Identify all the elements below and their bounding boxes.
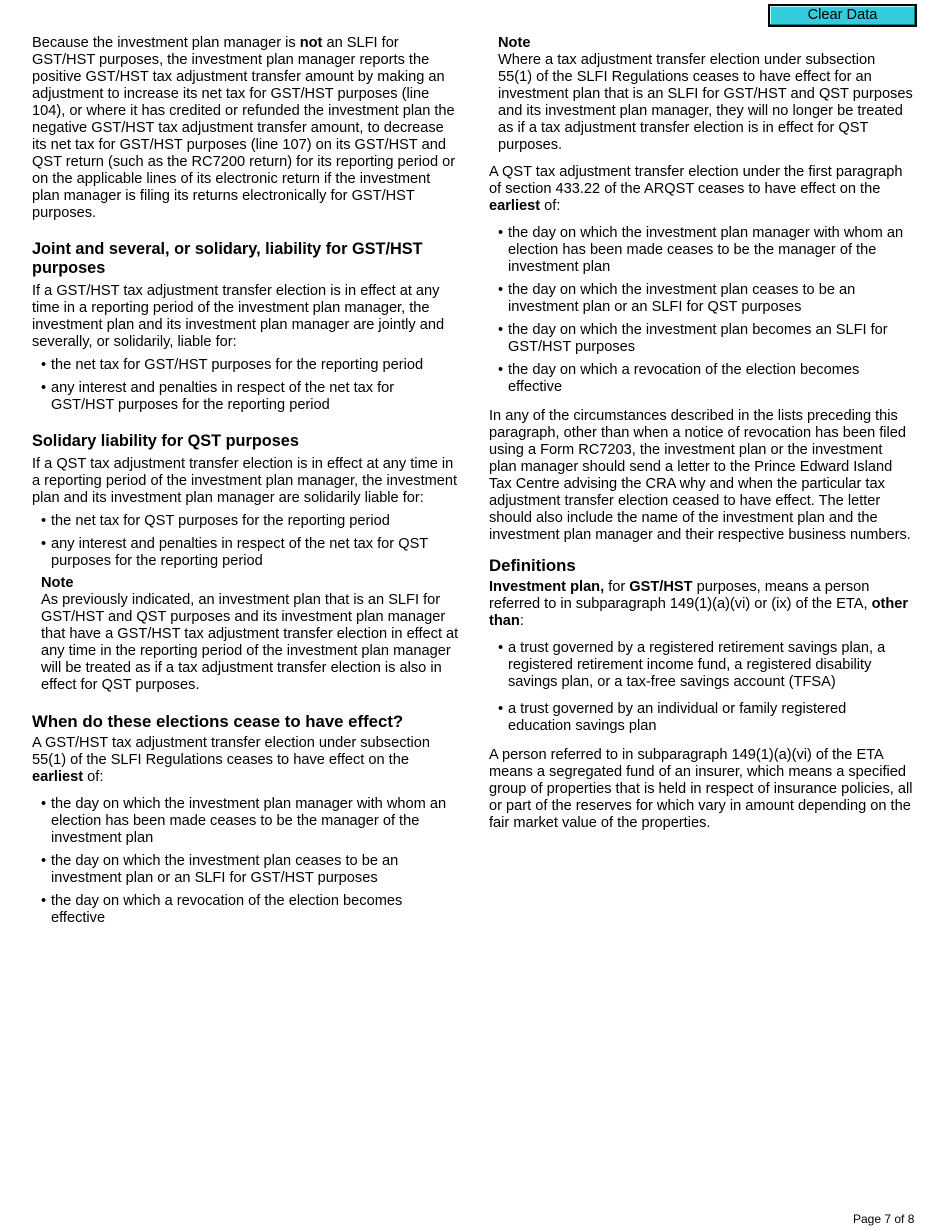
note-title: Note	[41, 575, 74, 591]
right-column	[489, 35, 913, 832]
paragraph-joint-liability: If a GST/HST tax adjustment transfer election is in effect at any time in a reporting period of the investment plan manager, the investment plan and its investment plan manager are jointly and severally, or solidarily, liable for:	[32, 283, 445, 350]
note-text: Where a tax adjustment transfer election under subsection 55(1) of the SLFI Regulations ceases to have effect for an investment plan that is an SLFI for GST/HST and QST purposes and its investment plan manager, they will no longer be treated as if a tax adjustment transfer election is in effect for QST purposes.	[498, 52, 913, 153]
list-item: • a trust governed by an individual or family registered education savings plan	[489, 701, 913, 735]
emphasis: earliest	[32, 769, 84, 785]
clear-data-button[interactable]: Clear Data	[768, 4, 917, 27]
paragraph-qst-cease	[489, 164, 913, 215]
note-title: Note	[498, 35, 531, 51]
heading-definitions: Definitions	[489, 556, 576, 575]
definition-exclusions-list	[489, 640, 913, 735]
solidary-liability-list	[32, 513, 460, 570]
heading-solidary-liability: Solidary liability for QST purposes	[32, 432, 299, 450]
qst-cease-list	[489, 225, 913, 396]
list-item: • the day on which a revocation of the election becomes effective	[32, 893, 460, 927]
list-item: • the day on which the investment plan ceases to be an investment plan or an SLFI for GST/HST purposes	[32, 853, 460, 887]
text: A QST tax adjustment transfer election under the first paragraph of section 433.22 of the ARQST ceases to have effect on the	[489, 164, 903, 197]
list-item: • the day on which the investment plan ceases to be an investment plan or an SLFI for QST purposes	[489, 282, 913, 316]
list-item: • the net tax for QST purposes for the reporting period	[32, 513, 460, 530]
list-item: • the net tax for GST/HST purposes for the reporting period	[32, 357, 460, 374]
list-item: • the day on which the investment plan manager with whom an election has been made ceases to be the manager of the investment plan	[32, 796, 460, 847]
text: an SLFI for GST/HST purposes, the investment plan manager reports the positive GST/HST tax adjustment transfer amount by making an adjustment to increase its net tax for GST/HST purposes (line 104), or where it has credited or refunded the investment plan the negative GST/HST tax adjustment transfer amount, to decrease its net tax for GST/HST purposes (line 107) on its GST/HST and QST return (such as the RC7200 return) for its reporting period or on the applicable lines of its electronic return if the investment plan manager is filing its returns electronically for GST/HST purposes.	[32, 35, 456, 221]
page-number: Page 7 of 8	[853, 1212, 915, 1226]
note-block	[498, 35, 913, 154]
paragraph-investment-plan-definition	[489, 579, 913, 630]
emphasis: GST/HST	[629, 579, 693, 595]
list-item: • any interest and penalties in respect of the net tax for GST/HST purposes for the reporting period	[32, 380, 460, 414]
text: of:	[83, 769, 104, 785]
emphasis: other than	[489, 596, 909, 629]
paragraph-segregated-fund: A person referred to in subparagraph 149(1)(a)(vi) of the ETA means a segregated fund of an insurer, which means a specified group of properties that is held in respect of insurance policies, all or part of the reserves for which vary in amount depending on the fair market value of the properties.	[489, 747, 913, 831]
paragraph-circumstances: In any of the circumstances described in the lists preceding this paragraph, other than when a notice of revocation has been filed using a Form RC7203, the investment plan or the investment plan manager should send a letter to the Prince Edward Island Tax Centre advising the CRA why and when the particular tax adjustment transfer election ceased to have effect. The letter should also include the name of the investment plan and the investment plan manager and their respective business numbers.	[489, 408, 911, 543]
joint-liability-list	[32, 357, 460, 414]
list-item: • the day on which a revocation of the election becomes effective	[489, 362, 913, 396]
emphasis: not	[299, 35, 323, 51]
list-item: • a trust governed by a registered retirement savings plan, a registered retirement income fund, a registered disability savings plan, or a tax-free savings account (TFSA)	[489, 640, 913, 691]
text: of:	[540, 198, 561, 214]
note-block	[41, 575, 460, 694]
text: Because the investment plan manager is	[32, 35, 300, 51]
list-item: • any interest and penalties in respect of the net tax for QST purposes for the reporting period	[32, 536, 460, 570]
text: :	[519, 613, 524, 629]
list-item: • the day on which the investment plan manager with whom an election has been made ceases to be the manager of the investment plan	[489, 225, 913, 276]
paragraph-reporting	[32, 35, 460, 222]
heading-cease-effect: When do these elections cease to have effect?	[32, 712, 404, 731]
paragraph-cease-effect	[32, 735, 460, 786]
text: purposes, means a person referred to in subparagraph 149(1)(a)(vi) or (ix) of the ETA,	[489, 579, 872, 612]
paragraph-solidary-liability: If a QST tax adjustment transfer election is in effect at any time in a reporting period of the investment plan manager, the investment plan and its investment plan manager are solidarily liable for:	[32, 456, 458, 506]
text: for	[604, 579, 630, 595]
cease-effect-list	[32, 796, 460, 927]
list-item: • the day on which the investment plan becomes an SLFI for GST/HST purposes	[489, 322, 913, 356]
text: A GST/HST tax adjustment transfer election under subsection 55(1) of the SLFI Regulations ceases to have effect on the	[32, 735, 431, 768]
emphasis: Investment plan,	[489, 579, 605, 595]
left-column	[32, 35, 460, 927]
heading-joint-liability: Joint and several, or solidary, liability for GST/HST purposes	[32, 240, 423, 277]
note-text: As previously indicated, an investment plan that is an SLFI for GST/HST and QST purposes and its investment plan manager that have a GST/HST tax adjustment transfer election in effect at any time in the reporting period of the investment plan manager will be treated as if a tax adjustment transfer election is also in effect for QST purposes.	[41, 592, 459, 693]
emphasis: earliest	[489, 198, 541, 214]
